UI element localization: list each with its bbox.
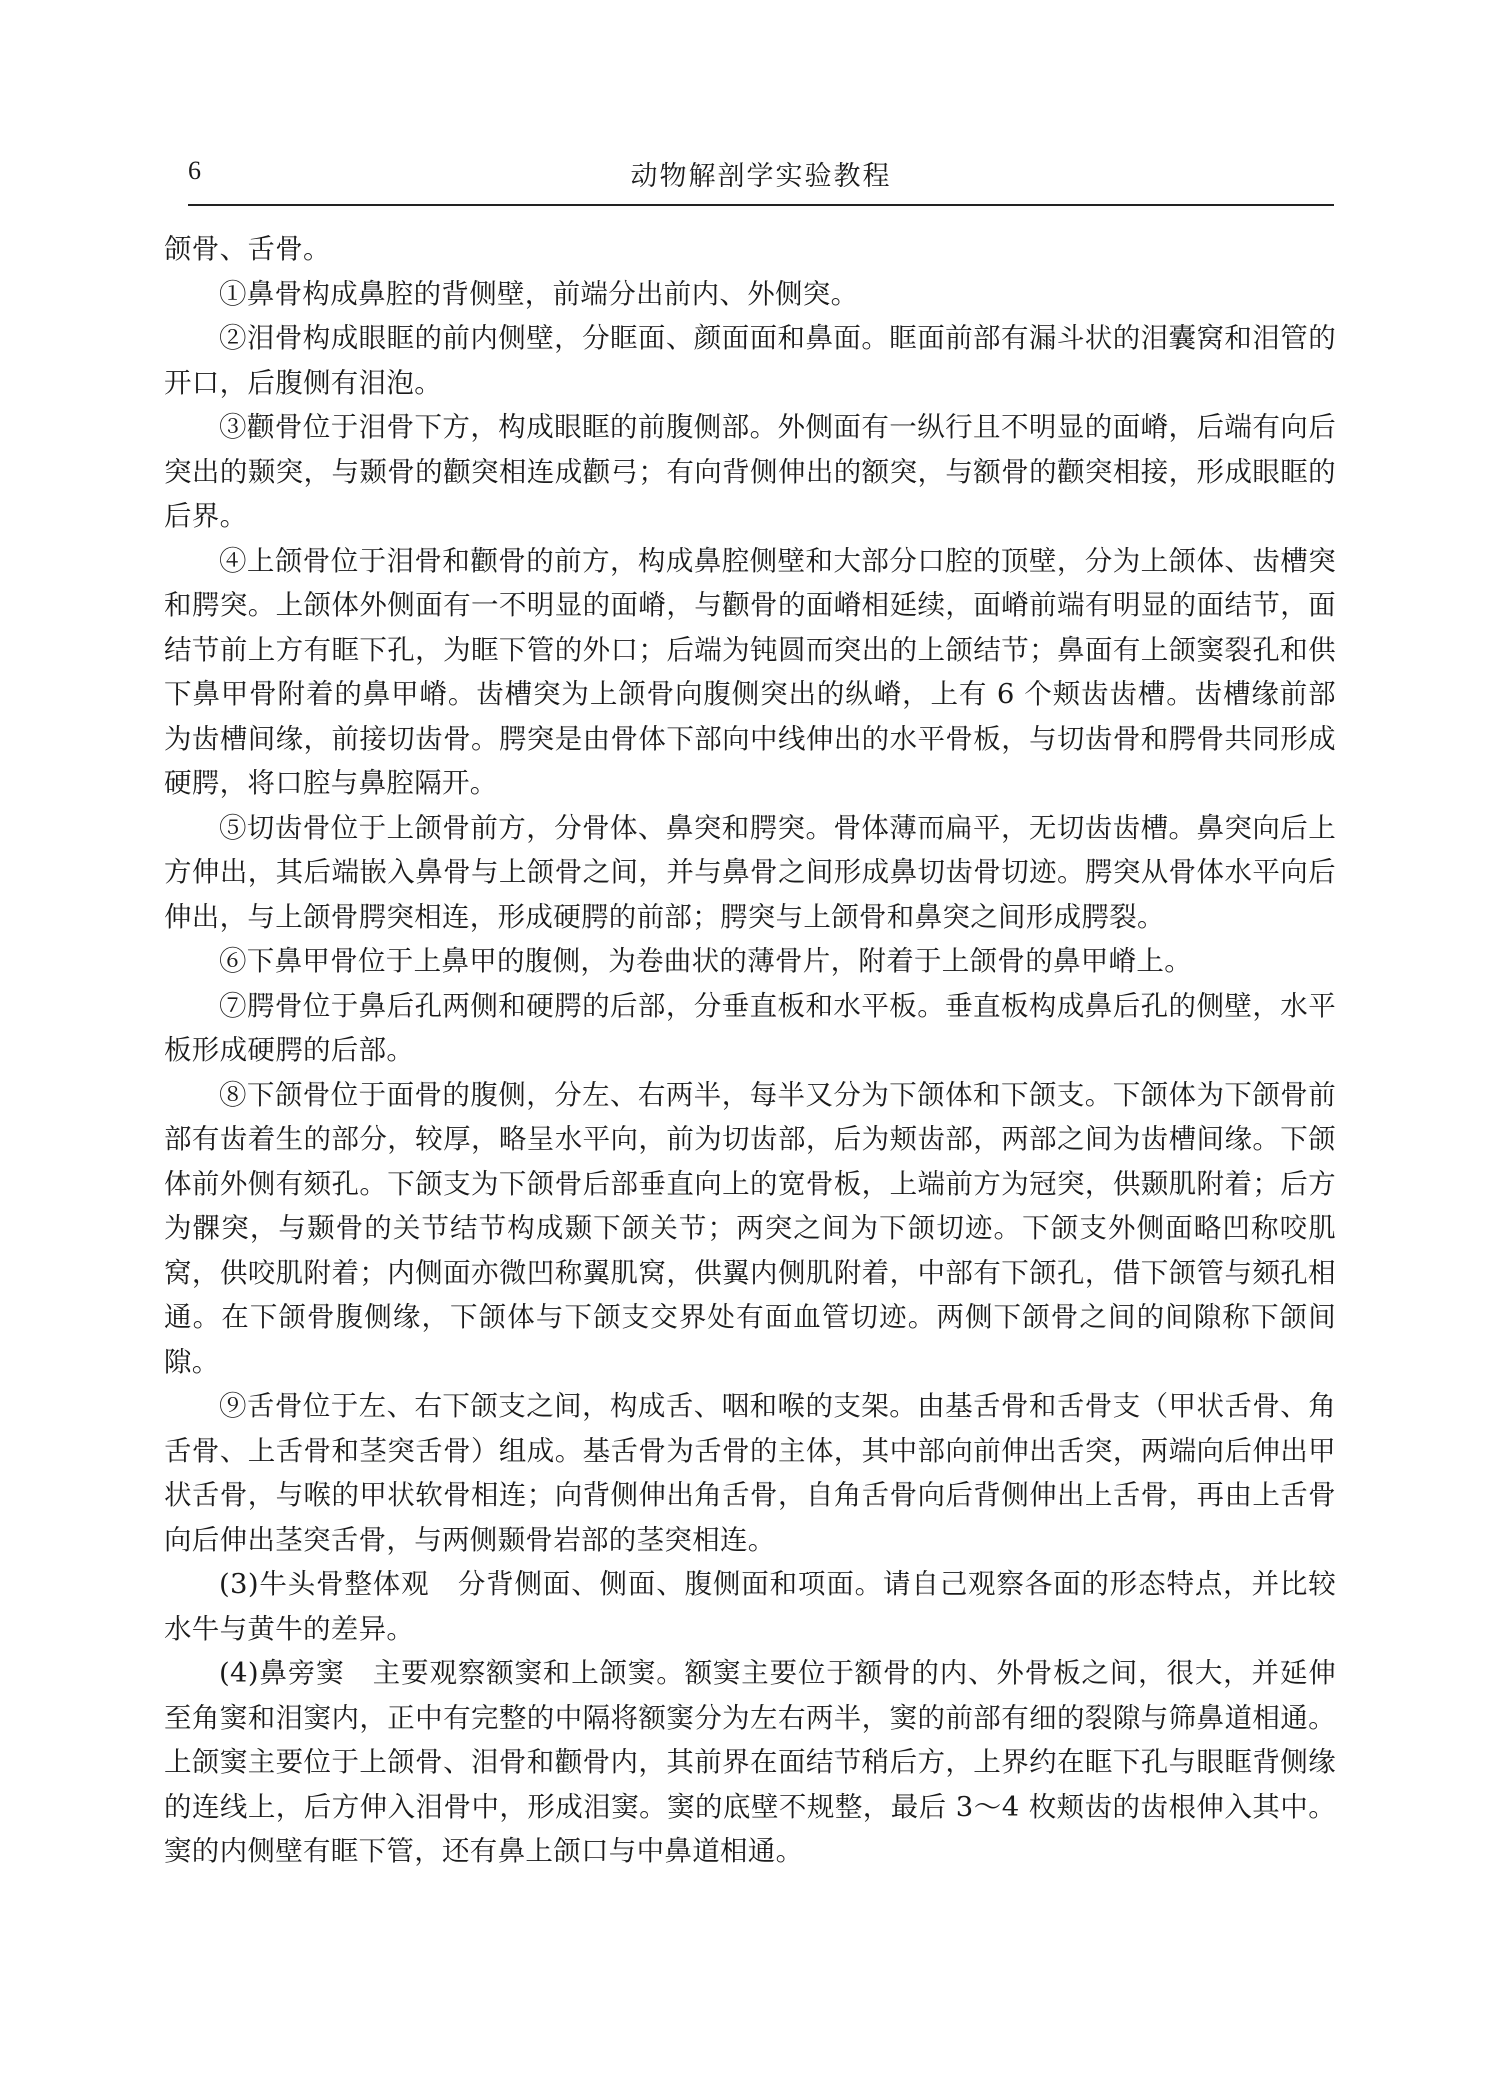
page-body — [164, 227, 1336, 1874]
page-header — [188, 148, 1334, 206]
page-number: 6 — [188, 156, 201, 185]
paragraph: ⑧下颌骨位于面骨的腹侧，分左、右两半，每半又分为下颌体和下颌支。下颌体为下颌骨前部有齿着生的部分，较厚，略呈水平向，前为切齿部，后为颊齿部，两部之间为齿槽间缘。下颌体前外侧有颏孔。下颌支为下颌骨后部垂直向上的宽骨板，上端前方为冠突，供颞肌附着；后方为髁突，与颞骨的关节结节构成颞下颌关节；两突之间为下颌切迹。下颌支外侧面略凹称咬肌窝，供咬肌附着；内侧面亦微凹称翼肌窝，供翼内侧肌附着，中部有下颌孔，借下颌管与颏孔相通。在下颌骨腹侧缘，下颌体与下颌支交界处有面血管切迹。两侧下颌骨之间的间隙称下颌间隙。 — [164, 1078, 1336, 1378]
paragraph: ①鼻骨构成鼻腔的背侧壁，前端分出前内、外侧突。 — [219, 277, 859, 310]
book-title: 动物解剖学实验教程 — [630, 161, 892, 192]
paragraph: (3)牛头骨整体观 分背侧面、侧面、腹侧面和项面。请自己观察各面的形态特点，并比较水牛与黄牛的差异。 — [164, 1568, 1336, 1645]
paragraph: ⑦腭骨位于鼻后孔两侧和硬腭的后部，分垂直板和水平板。垂直板构成鼻后孔的侧壁，水平板形成硬腭的后部。 — [164, 989, 1336, 1066]
paragraph: ④上颌骨位于泪骨和颧骨的前方，构成鼻腔侧壁和大部分口腔的顶壁，分为上颌体、齿槽突和腭突。上颌体外侧面有一不明显的面嵴，与颧骨的面嵴相延续，面嵴前端有明显的面结节，面结节前上方有眶下孔，为眶下管的外口；后端为钝圆而突出的上颌结节；鼻面有上颌窦裂孔和供下鼻甲骨附着的鼻甲嵴。齿槽突为上颌骨向腹侧突出的纵嵴，上有 6 个颊齿齿槽。齿槽缘前部为齿槽间缘，前接切齿骨。腭突是由骨体下部向中线伸出的水平骨板，与切齿骨和腭骨共同形成硬腭，将口腔与鼻腔隔开。 — [164, 544, 1336, 799]
paragraph: (4)鼻旁窦 主要观察额窦和上颌窦。额窦主要位于额骨的内、外骨板之间，很大，并延伸至角窦和泪窦内，正中有完整的中隔将额窦分为左右两半，窦的前部有细的裂隙与筛鼻道相通。上颌窦主要位于上颌骨、泪骨和颧骨内，其前界在面结节稍后方，上界约在眶下孔与眼眶背侧缘的连线上，后方伸入泪骨中，形成泪窦。窦的底壁不规整，最后 3～4 枚颊齿的齿根伸入其中。窦的内侧壁有眶下管，还有鼻上颌口与中鼻道相通。 — [164, 1657, 1336, 1867]
paragraph: ⑤切齿骨位于上颌骨前方，分骨体、鼻突和腭突。骨体薄而扁平，无切齿齿槽。鼻突向后上方伸出，其后端嵌入鼻骨与上颌骨之间，并与鼻骨之间形成鼻切齿骨切迹。腭突从骨体水平向后伸出，与上颌骨腭突相连，形成硬腭的前部；腭突与上颌骨和鼻突之间形成腭裂。 — [164, 811, 1336, 933]
paragraph: ⑨舌骨位于左、右下颌支之间，构成舌、咽和喉的支架。由基舌骨和舌骨支（甲状舌骨、角舌骨、上舌骨和茎突舌骨）组成。基舌骨为舌骨的主体，其中部向前伸出舌突，两端向后伸出甲状舌骨，与喉的甲状软骨相连；向背侧伸出角舌骨，自角舌骨向后背侧伸出上舌骨，再由上舌骨向后伸出茎突舌骨，与两侧颞骨岩部的茎突相连。 — [164, 1390, 1336, 1556]
paragraph: ③颧骨位于泪骨下方，构成眼眶的前腹侧部。外侧面有一纵行且不明显的面嵴，后端有向后突出的颞突，与颞骨的颧突相连成颧弓；有向背侧伸出的额突，与额骨的颧突相接，形成眼眶的后界。 — [164, 411, 1336, 532]
paragraph: ②泪骨构成眼眶的前内侧壁，分眶面、颜面面和鼻面。眶面前部有漏斗状的泪囊窝和泪管的开口，后腹侧有泪泡。 — [164, 322, 1336, 399]
paragraph: ⑥下鼻甲骨位于上鼻甲的腹侧，为卷曲状的薄骨片，附着于上颌骨的鼻甲嵴上。 — [219, 945, 1192, 977]
paragraph: 颌骨、舌骨。 — [164, 233, 331, 265]
